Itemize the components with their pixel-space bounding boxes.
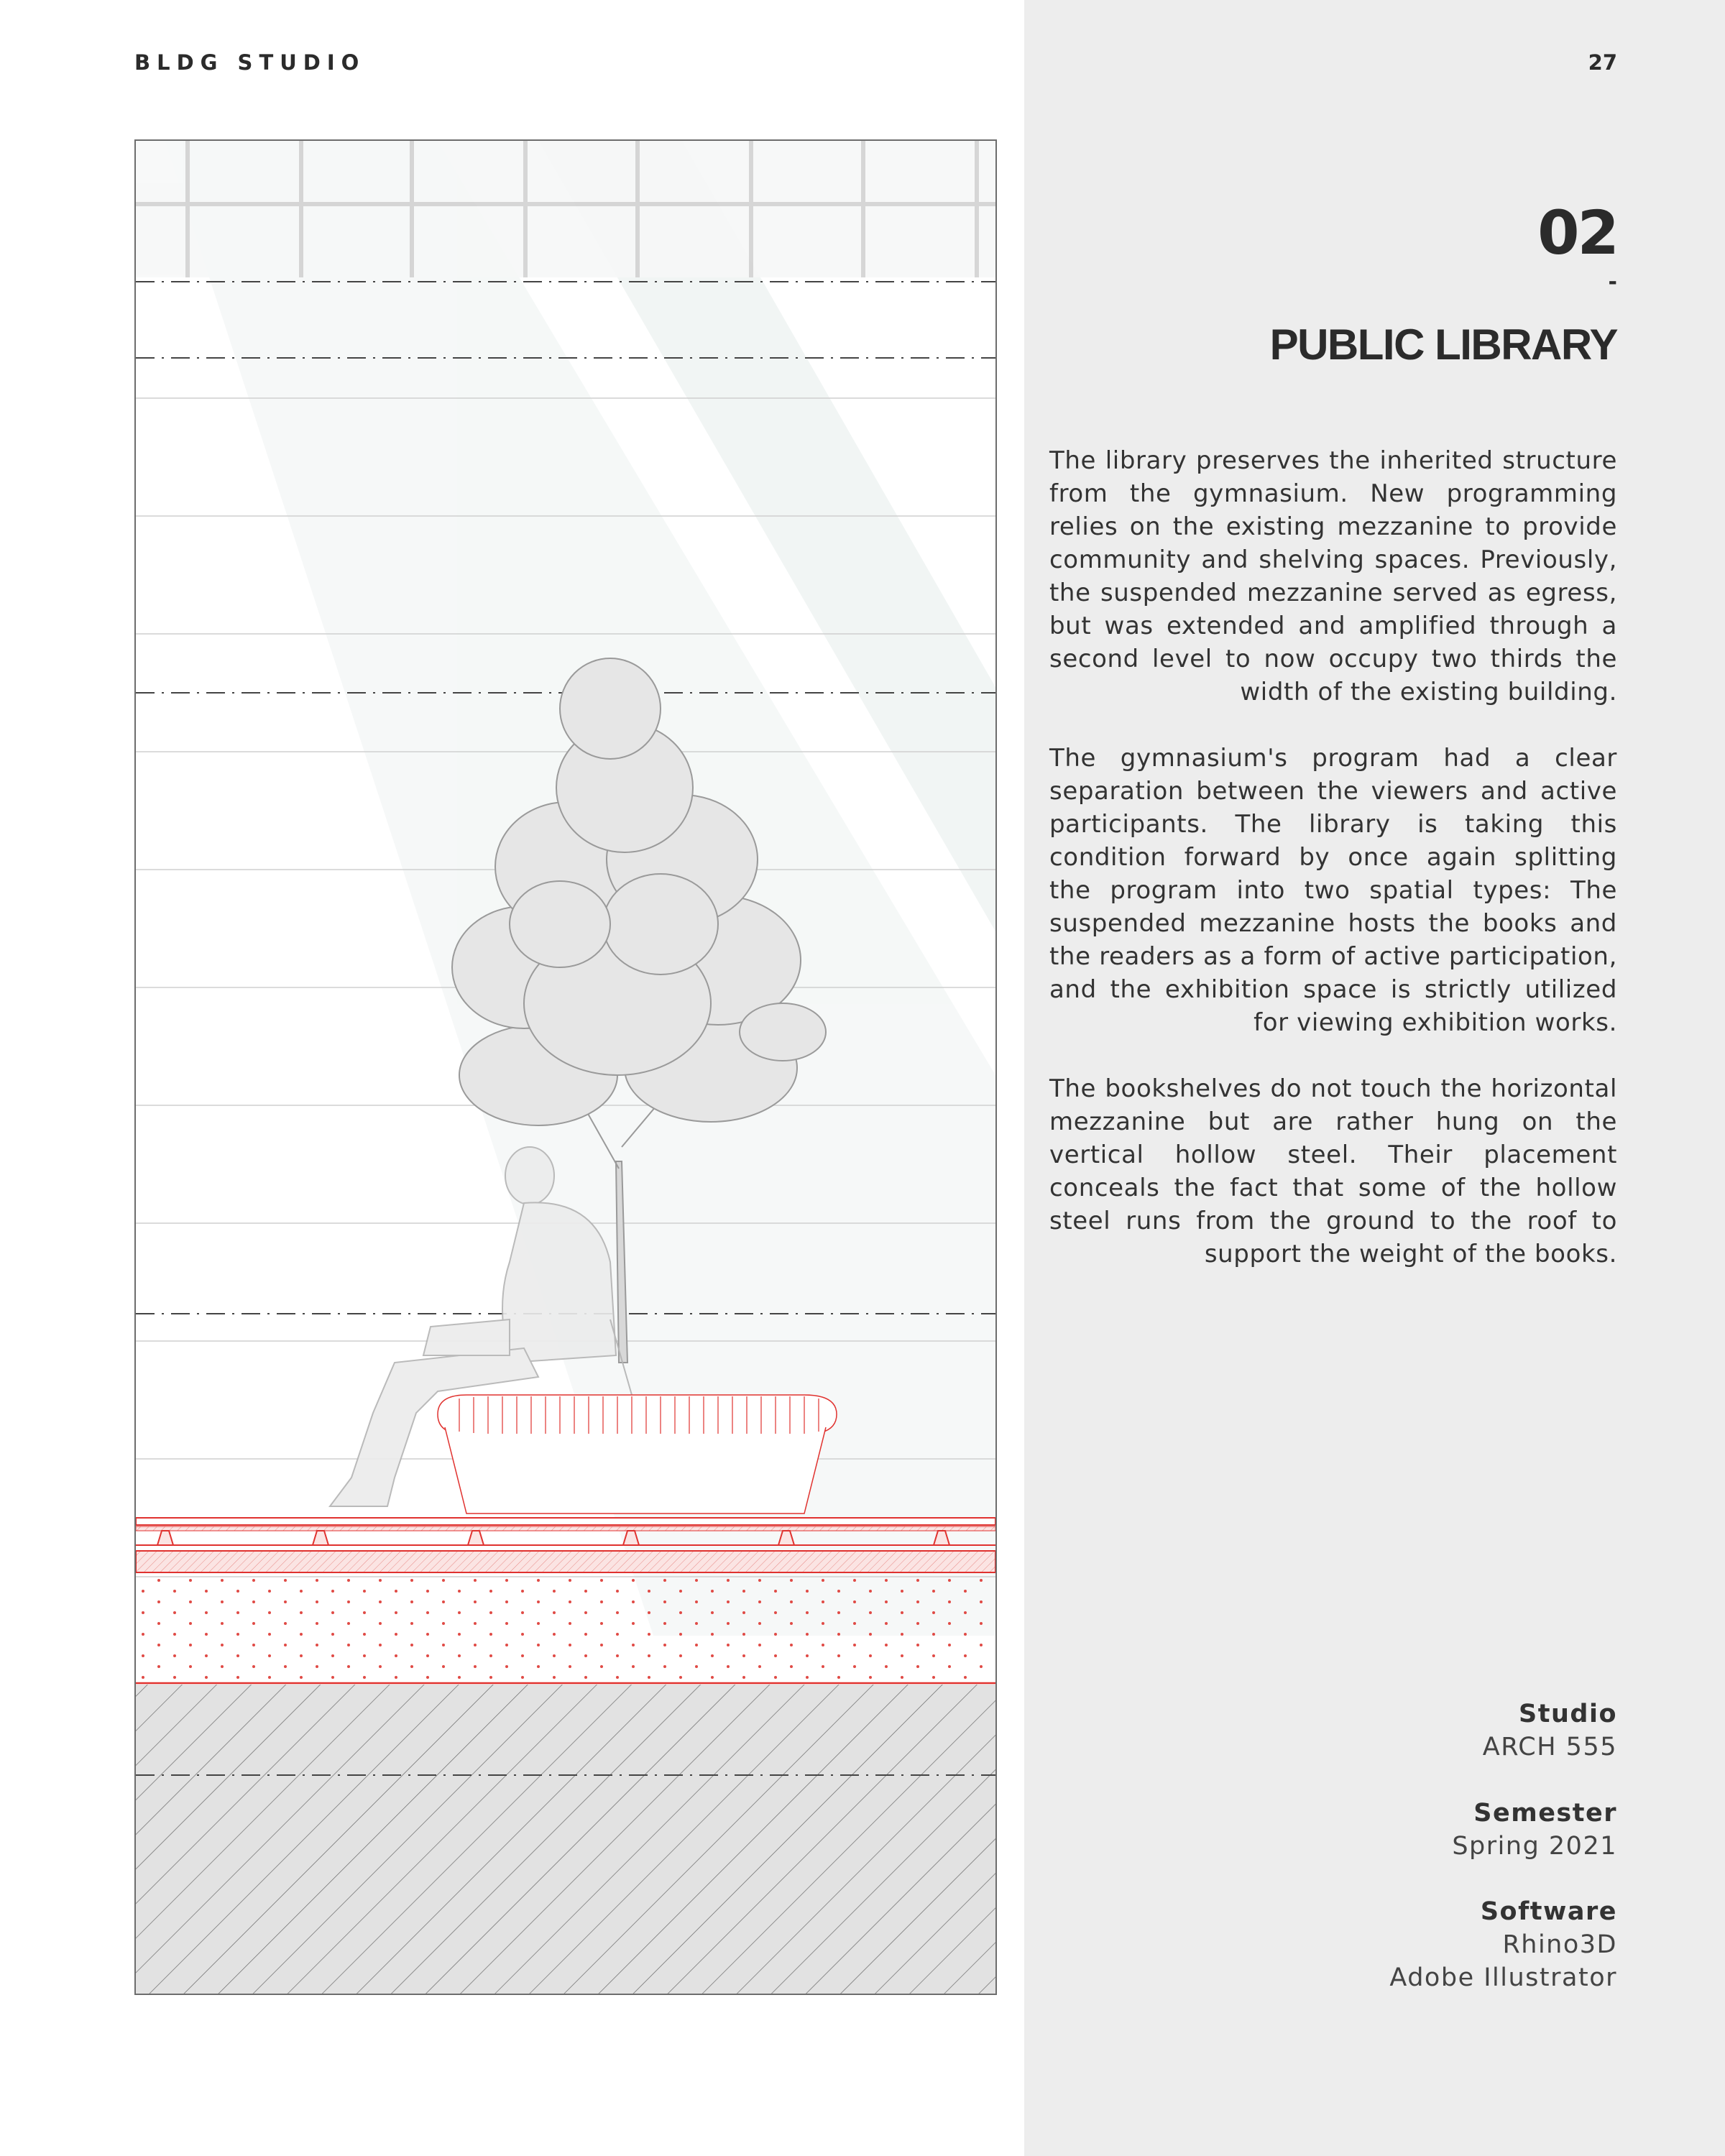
studio-value: ARCH 555 (1482, 1733, 1617, 1761)
studio-name: BLDG STUDIO (134, 50, 366, 75)
paragraph: The bookshelves do not touch the horizontal mezzanine but are rather hung on the vertical hollow steel. Their placement conceals the fact that some of the hollow steel runs from the ground to the roof to support the weight of the books. (1049, 1074, 1617, 1268)
section-drawing (134, 139, 997, 1995)
software-label: Software (1480, 1897, 1617, 1926)
planter-bench (438, 1395, 837, 1514)
semester-value: Spring 2021 (1452, 1832, 1617, 1861)
software-value: Adobe Illustrator (1389, 1963, 1617, 1992)
project-description (1049, 444, 1617, 1304)
skylight-grid (136, 141, 995, 277)
page-number: 27 (1588, 50, 1617, 75)
semester-label: Semester (1473, 1799, 1617, 1828)
software-value: Rhino3D (1502, 1930, 1617, 1959)
project-dash: - (1608, 270, 1617, 295)
project-title: PUBLIC LIBRARY (1269, 321, 1617, 369)
studio-info (1483, 1697, 1617, 1764)
studio-label: Studio (1519, 1700, 1617, 1728)
paragraph: The gymnasium's program had a clear separation between the viewers and active participants. The library is taking this condition forward by once again splitting the program into two spatial types: The suspended mezzanine hosts the books and the readers as a form of active participation, and the exhibition space is strictly utilized for viewing exhibition works. (1049, 744, 1617, 1037)
ground-hatch (136, 1685, 995, 1994)
project-number: 02 (1537, 198, 1617, 268)
software-info (1389, 1895, 1617, 1994)
paragraph: The library preserves the inherited structure from the gymnasium. New programming relies on the existing mezzanine to provide community and shelving spaces. Previously, the suspended mezzanine served as egress, but was extended and amplified through a second level to now occupy two thirds the width of the existing building. (1049, 446, 1617, 706)
semester-info (1452, 1797, 1617, 1863)
